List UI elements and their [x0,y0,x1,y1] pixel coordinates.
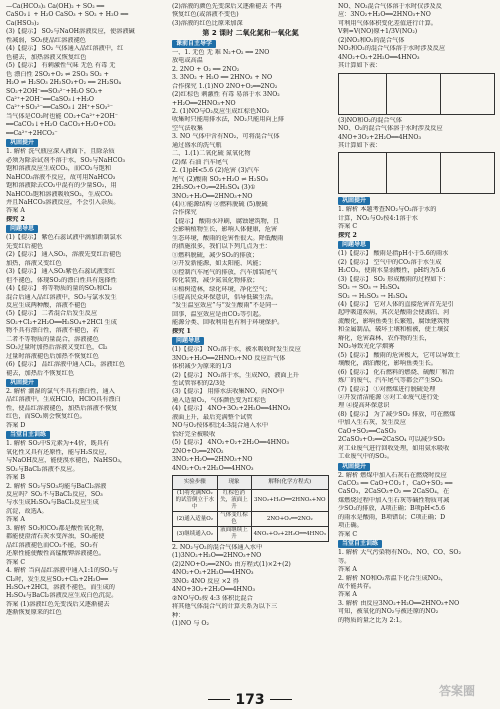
text-line: 答案 A [6,207,25,215]
text-line: 等。 [338,557,351,565]
text-line: +H₂O══2HNO₃+NO [172,99,236,107]
text-line: 3NO₂+H₂O══2HNO₃+NO [172,456,253,464]
table-cell: (3)继续通入O₂ [173,527,218,542]
text-line: ③控制汽车尾气的排放，汽车加装尾气 [172,268,278,276]
text-line: (2)红棕色 刺激性 有毒 易溶于水 3NO₂ [172,91,280,99]
text-line: (3)【提示】 通入SO₂紫色石蕊试液变红 [6,268,116,276]
text-line: (4)【提示】 将等物质的量的SO₂和Cl₂ [6,285,112,293]
text-line: 饱和溶液反应生成CO₂，而CO₂与饱和 [6,165,112,173]
text-line: 褪去，加热后不恢复红色 [6,369,75,377]
section-tag-row [6,138,163,148]
text-line: 中加入生石灰，发生反应 [338,419,407,427]
text-line: Ca²⁺+SO₃²⁻══CaSO₃↓ 2H⁺+SO₃²⁻ [6,104,114,112]
text-line: 种： [172,611,185,619]
page-number: 173 [235,691,265,708]
text-line: 瘠化，危害森林、农作物的生长， [338,334,431,342]
text-line: H₂CO₃，使雨水显弱酸性，pH约为5.6 [338,267,446,275]
text-line: (2)NO₂和O₂的混合气体 [338,36,405,44]
text-line: (3)NO和O₂的混合气体 [338,116,402,124]
experiment-table [172,475,329,542]
text-line: 计算，NO₂与O₂按4:1溶于水 [338,214,418,222]
text-line: 合作探究 1.(1)NO 2NO+O₂══2NO₂ [172,82,278,90]
text-line: CaO+SO₂══CaSO₃ [338,427,397,435]
text-line: 性减弱，SO₂使品红溶液褪色 [6,36,86,44]
text-line: SO₂+Cl₂+2H₂O══H₂SO₄+2HCl 生成 [6,318,117,326]
text-line: 对工业废气进行回收处理，如用氨水吸收 [338,444,450,452]
text-line: ②开发清洁能源 ③对工业废气进行处 [338,393,439,401]
text-line: 2CaSO₃+O₂══2CaSO₄ 可以减少SO₂ [338,436,445,444]
text-line: 色褪去，加热溶液又恢复红色 [6,53,87,61]
section-tag-row [338,196,495,206]
text-line: 2. (1)pH<5.6 (2)危害 (3)汽车 [172,167,260,175]
text-line: ══Ca²⁺+2HCO₃⁻ [6,129,58,137]
text-line: SO₂+2OH⁻══SO₃²⁻+H₂O SO₂+ [6,87,103,95]
text-line: 2NO+O₂══2NO₂ [172,447,224,455]
text-line: 生态环境，酸雨的危害性很大。降低酸雨 [172,234,284,242]
text-line: CaSO₃↓ + H₂O CaSO₃ + SO₂ + H₂O ══ [6,11,129,19]
text-line: ⑤提高民众环保意识，倡导低碳生活。 [172,293,278,301]
section-tag-row [338,539,495,549]
text-line: 通入适量O₂，气体颜色变为红棕色 [172,396,267,404]
text-line: 2. 2NO + O₂ ══ 2NO₂ [172,65,240,73]
text-line: 可知，被氧化的NO₂与被还原的NO₂ [338,608,439,616]
text-line: (2)【提示】 NO₂溶于水，生成NO，液面上升 [172,371,299,379]
text-line: 2. 解析 燃煤中加入石灰石在燃烧时反应 [338,471,447,479]
calculation-table-column [339,153,387,193]
section-tag: 巩固提升 [338,197,370,205]
section-tag: 巩固提升 [6,139,38,147]
text-line: (5)【提示】 酸雨的危害极大，它可以导致土 [338,351,461,359]
text-line: (5)【提示】 有刺激性气味 无色 有毒 无 [6,62,116,70]
text-line: (1)【提示】 紫色石蕊试液中滴加新制氯水 [6,234,122,242]
footer-rule-right [270,699,292,700]
text-line: 可利用气体体积变化差值进行计算。 [338,19,437,27]
text-line: (2)溶液的颜色先变深后又逐渐褪去 不再 [172,3,282,10]
text-line: 过量时溶液褪色后加热不恢复红色 [6,352,99,360]
text-line: 反应生成两种酸，溶液不褪色 [6,301,87,309]
table-header-cell: 现象 [217,476,251,490]
text-line: V剩=V(NO)原+1/3V(NO₂) [338,28,418,36]
table-cell: 液面继续上升 [217,527,251,542]
text-line: 答案 (1)溶液红色先变浅后又逐渐褪去 [6,600,110,608]
text-line: 物不具有漂白性，溶液不褪色，若 [6,327,99,335]
explore-heading: 探究 2 [6,215,25,223]
text-line: 煤燃烧过程中加入生石灰等碱性物质可减 [338,496,450,504]
text-line: (1)NO 与 O₂ [172,620,209,628]
text-line: (3)【提示】 用排水法收集NO，向NO中 [172,388,285,396]
explore-heading: 探究 2 [338,231,357,239]
section-tag-row [6,430,163,440]
text-line: 4NO₂+O₂+2H₂O══4HNO₃ [172,569,254,577]
text-line: 炼厂的废气、汽车尾气等都会产生SO₂ [338,377,443,385]
text-line: 壤酸化，湖泊酸化，影响鱼类生长。 [338,360,437,368]
text-line: 加热，溶液又变红色 [6,259,62,267]
text-line: 3. 3NO₂ + H₂O ══ 2HNO₃ + NO [172,74,273,82]
text-line: 答案 A [338,566,357,574]
column-middle [172,3,329,629]
table-row [173,512,329,527]
section-tag: 问题导思 [338,241,370,249]
section-tag: 问题导思 [172,337,204,345]
text-line: 其计算如下表： [338,141,382,149]
text-line: 品红溶液中，生成HClO，HClO具有漂白 [6,396,121,404]
text-line: 的雨水是酸雨，B项错误；C项正确；D [338,513,446,521]
text-line: 1. 解析 大气污染物有NO₂、NO、CO、SO₂ [338,549,461,557]
text-line: 起呼吸道疾病，其次是酸雨会使湖泊、河 [338,309,450,317]
table-header-cell: 解释(化学方程式) [251,476,328,490]
text-line: 答案 A [6,516,25,524]
column-left [6,3,163,618]
text-line: (1)【提示】 NO₂溶于水，被水吸收时发生反应 [172,346,301,354]
section-tag: 当堂自主训练 [6,431,50,439]
explore-heading: 探究 1 [172,327,191,335]
text-line: 2. 解析 SO₂与SO₃均能与BaCl₂溶液 [6,482,107,490]
text-line: NO与O₂按体积比4:3混合通入水中 [172,422,269,430]
section-tag-row [6,224,163,234]
text-line: 通过盛水的洗气瓶 [172,141,222,149]
text-line: 合作探究 [172,209,197,217]
text-line: (1)3NO₂+H₂O══2HNO₃+NO [172,552,262,560]
text-line: 必须为除杂试剂不溶于水，SO₂与NaHCO₃ [6,156,126,164]
text-line: ④植树造林，绿化环境，净化空气； [172,285,271,293]
text-line: ══CaCO₃↓+H₂O CaCO₃+H₂O+CO₂ [6,121,116,129]
section-tag-row [172,336,329,346]
text-line: 答案 D [6,421,26,429]
text-line: (3)【提示】 SO₂与NaOH溶液反应，使溶液碱 [6,28,135,36]
table-cell: (1)将充满NO₂的试管倒立于水中 [173,490,218,512]
text-line: 4NO₂+O₂+2H₂O══4HNO₃ [338,53,420,61]
text-line: 理 ④提高环保意识 [338,402,390,410]
text-line: 4NO+3O₂+2H₂O══4HNO₃ [338,133,421,141]
text-line: 2. 解析 潮湿的氯气不具有漂白性，通入 [6,388,115,396]
text-line: NO、O₂的混合气体溶于水时涉及反应 [338,125,443,133]
text-line: (7)【提示】 ①对燃煤进行脱硫处理 [338,385,436,393]
text-line: NO₂导致光化学烟雾 [338,343,395,351]
text-line: (2)2NO+O₂══2NO₂ 由方程式(1)×2+(2) [172,560,291,568]
text-line: 先变红后褪色 [6,242,44,250]
text-line: —Ca(HCO₃)₂ Ca(OH)₂ + SO₂ ══ [6,3,105,10]
text-line: (4)【提示】 4NO+3O₂+2H₂O══4HNO₃ [172,405,291,413]
text-line: 饱和溶液除去CO₂中混有的少量SO₂，用 [6,182,117,190]
text-line: 和金属制品，破坏土壤和植被，使土壤贫 [338,326,450,334]
text-line: 反应吗？SO₂不与BaCl₂反应，SO₃ [6,491,103,499]
text-line: 二者不等物质的量混合，溶液褪色 [6,335,99,343]
text-line: 逐渐恢复原来的红色 [6,609,62,617]
text-line: ①燃料脱硫，减少SO₂的排放； [172,251,259,259]
text-line: CaSO₃，2CaSO₃+O₂ ══ 2CaSO₄，在 [338,488,450,496]
text-line: 1. 解析 SO₂中S元素为+4价，既具有 [6,440,110,448]
text-line: (8)【提示】 为了减少SO₂ 排放，可在燃煤 [338,410,456,418]
text-line: NO、NO₂混合气体溶于水时仅涉及反 [338,3,442,10]
text-line: 体积减少为原来的1/3 [172,363,232,371]
text-line: 尾气 (2)酸雨 SO₂+H₂O ⇌ H₂SO₃ [172,175,269,183]
text-line: 回事，温室效应是由CO₂等引起。 [172,310,265,318]
text-line: ②开发新能源，如太阳能、风能； [172,260,265,268]
text-line: 其计算如下表： [338,62,382,70]
text-line: 3. 解析 SO₂和CO₂都是酸性氧化物， [6,524,108,532]
text-line: 少SO₂的排放，A项正确；B项pH<5.6 [338,505,446,513]
text-line: SO₂与BaCl₂溶液不反应。 [6,465,79,473]
text-line: 答案 B [6,474,25,482]
text-line: 的措施很多，我们以下列几点为主： [172,243,271,251]
lesson-title: 第 2 课时 二氧化氮和一氧化氮 [202,29,299,38]
text-line: 都能使澄清石灰水变浑浊，SO₂能使 [6,533,105,541]
table-cell: 3NO₂+H₂O══2HNO₃+NO [251,490,328,512]
text-line: 【提示】 酸雨水冲刷，腐蚀建筑物，且 [172,217,280,225]
text-line: 性，使品红溶液褪色，加热后溶液不恢复 [6,404,118,412]
text-line: 能源分类、回收利用也有利于环境保护。 [172,319,284,327]
text-line: 4NO+3O₂+2H₂O══4HNO₃ [172,586,255,594]
text-line: 放电或高温 [172,57,203,65]
footer-rule-left [208,699,230,700]
text-line: (1)【提示】 酸雨是指pH小于5.6的雨水 [338,250,449,258]
section-tag-row [338,240,495,250]
text-line: 还原性能使酸性高锰酸钾溶液褪色。 [6,550,105,558]
text-line: SO₂ → H₂SO₃ → H₂SO₄ [338,292,408,300]
text-line: 混合后通入品红溶液中，SO₂与氯水发生 [6,293,117,301]
text-line: (3)溶液的红色比原来加深 [172,19,243,27]
text-line: 收集时只能用排水法，NO₂只能用向上排 [172,116,284,124]
text-line: 色 漂白性 2SO₂+O₂ ⇌ 2SO₃ SO₂ + [6,70,109,78]
text-line: 与NaOH反应，能使溴水褪色，NaHSO₃， [6,457,127,465]
section-tag: 课前自主导学 [172,40,216,48]
text-line: (4)【提示】 SO₂ 气体通入品红溶液中，红 [6,45,124,53]
text-line: (2)煤 石油 汽车尾气 [172,158,229,166]
text-line: (2)【提示】 空气中的CO₂溶于水生成 [338,258,442,266]
section-tag-row [172,39,329,49]
table-header-cell: 实验步骤 [173,476,218,490]
text-line: “发生温室效应”与“发生酸雨”不是同一 [172,302,278,310]
text-line: 1. 解析 洗气瓶应深入液面下，且除杂质 [6,148,115,156]
text-line: 2. (1)NO与O₂反应生成红棕色NO₂ [172,107,270,115]
text-line: 氧化性又具有还原性，能与H₂S反应， [6,448,111,456]
text-line: 工业废气中的SO₂。 [338,453,394,461]
text-line: 并且NaHCO₃溶液反应，不会引入杂质。 [6,198,120,206]
calculation-table-figure [338,73,495,115]
watermark-logo: 答案圈 [438,684,475,698]
text-line: 与水生成H₂SO₄与BaCl₂反应生成 [6,499,99,507]
text-line: 3NO₂+H₂O══2HNO₃+NO 反应后气体 [172,354,286,362]
table-cell: 4NO₂+O₂+2H₂O══4HNO₃ [251,527,328,542]
column-right [338,3,495,625]
text-line: 2. NO₂与O₂的混合气体通入水中 [172,544,263,552]
text-line: 恰好完全被吸收 [172,430,216,438]
text-line: H₂SO₄+2HCl，溶液不褪色，而生成的 [6,584,115,591]
section-tag-row [6,378,163,388]
table-row [173,490,329,512]
text-line: 一、1. 无色 无 难 N₂+O₂ ══ 2NO [172,48,270,56]
text-line: NO₂和O₂的混合气体溶于水时涉及反应 [338,45,446,53]
text-line: 答案 C [6,558,26,566]
text-line: 流酸化，影响鱼类生长繁殖，腐蚀建筑物 [338,317,450,325]
text-line: (4)【提示】 它对人体的直接危害首先是引 [338,300,454,308]
text-line: 3NO₂+H₂O══2HNO₃+NO [172,192,253,200]
section-tag: 巩固提升 [6,379,38,387]
text-line: (6)【提示】 化石燃料的燃烧、硫酸厂和冶 [338,368,454,376]
text-line: 但不褪色，体现SO₂的漂白性具有选择性 [6,276,117,284]
text-line: 红色，而SO₂则会恢复红色。 [6,413,86,421]
text-line: 品红溶液褪色而CO₂不能，SO₂有 [6,541,99,549]
calculation-table-column [386,74,441,114]
section-tag: 巩固提升 [338,463,370,471]
text-line: 1. 解析 本题考查NO₂与O₂溶于水的 [338,206,437,214]
text-line: 二、1.(1)二氧化硫 氮氧化物 [172,150,251,158]
table-cell: 气体变红棕色 [217,512,251,527]
text-line: SO₂过量时加热后溶液又变红色，Cl₂ [6,344,108,352]
text-line: 3NO₂ 4NO 反应 ×2 得 [172,577,239,585]
text-line: 恢复红色(或溶液不变色) [172,11,239,19]
text-line: 将其他气体混合气的计算关系为以下三 [172,603,278,611]
text-line: 故不能共存。 [338,583,376,591]
text-line: (5)【提示】 二者混合后发生反应 [6,310,98,318]
table-cell: (2)通入适量O₂ [173,512,218,527]
text-line: 项正确。 [338,522,363,530]
text-line: NaHCO₃饱和溶液吸收SO₂，生成CO₂ [6,190,113,198]
section-tag: 当堂自主训练 [338,540,382,548]
text-line: Ca(HSO₃)₂ [6,19,39,27]
text-line: 的物质的量之比为 2:1。 [338,616,406,624]
text-line: 至试管容积的2/3处 [172,380,226,388]
text-line: 答案 C [338,530,358,538]
text-line: 转化装置，减少氮氧化物排放； [172,277,259,285]
text-line: 答案 A [338,591,357,599]
text-line: 会影响植物生长，影响人体健康，危害 [172,226,278,234]
text-line: Ca²⁺+2OH⁻══CaSO₃↓+H₂O [6,95,95,103]
text-line: (2)【提示】 通入SO₂，溶液先变红后褪色 [6,251,122,259]
text-line: (3)【提示】 SO₂ 形成酸雨的过程如下： [338,275,450,283]
text-line: H₂O ⇌ H₂SO₃ 2H₂SO₃+O₂ ══ 2H₂SO₄ [6,79,122,87]
section-tag-row [338,462,495,472]
text-line: 当气体是CO₂时也能 CO₂+Ca²⁺+2OH⁻ [6,112,119,120]
text-line: 2. 解析 NO和O₂常温下化合生成NO₂， [338,574,447,582]
text-line: 2H₂SO₃+O₂══2H₂SO₄ (3)① [172,184,256,192]
text-line: 应：3NO₂+H₂O══2HNO₃+NO [338,11,431,19]
text-line: 4. 解析 当向品红溶液中通入1:1的SO₂与 [6,567,119,575]
text-line: 液面上升，最后充满整个试管 [172,413,253,421]
text-line: ②NO与O₂按 4:3 体积比混合 [172,594,253,602]
text-line: H₂SO₄与BaCl₂溶液反应生成白色沉淀。 [6,592,118,600]
text-line: 空气法收集 [172,124,203,132]
text-line: (6)【提示】 品红溶液中通入Cl₂，溶液红色 [6,361,125,369]
text-line: 4NO₂+O₂+2H₂O══4HNO₃ [172,464,254,472]
text-line: 答案 C [338,223,358,231]
table-cell: 红棕色消失，液面上升 [217,490,251,512]
text-line: Cl₂时，发生反应SO₂+Cl₂+2H₂O══ [6,575,109,583]
text-line: 3. NO 气体中含有NO₂，可将混合气体 [172,133,280,141]
text-line: CaCO₃ ══ CaO+CO₂↑，CaO+SO₂ ══ [338,480,453,488]
table-cell: 2NO+O₂══2NO₂ [251,512,328,527]
text-line: (4)①能源结构 ②燃料脱硫 (5)脱硫 [172,200,268,208]
calculation-table-figure [338,152,495,194]
text-line: 沉淀，故选A。 [6,507,48,515]
table-row [173,527,329,542]
text-line: 3. 解析 由反应3NO₂+H₂O══2HNO₃+NO [338,599,460,607]
text-line: SO₂ → SO₃ → H₂SO₄ [338,284,400,292]
calculation-table-column [339,74,387,114]
text-line: NaHCO₃溶液不反应，故可用NaHCO₃ [6,173,116,181]
section-tag: 问题导思 [6,225,38,233]
text-line: (5)【提示】 4NO₂+O₂+2H₂O══4HNO₃ [172,439,289,447]
calculation-table-column [386,153,441,193]
